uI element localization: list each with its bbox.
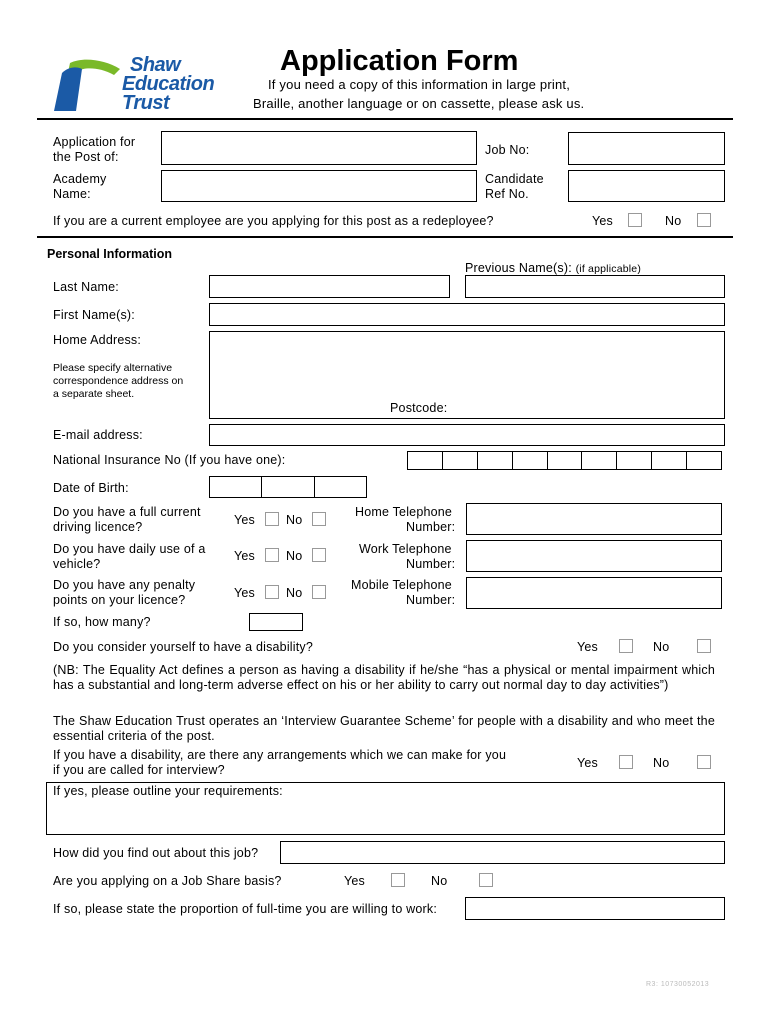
dob-month[interactable] <box>262 477 314 497</box>
post-input[interactable] <box>161 131 477 165</box>
home-tel-input[interactable] <box>466 503 722 535</box>
academy-label-1: Academy <box>53 172 107 186</box>
driving-no-label: No <box>286 513 303 527</box>
ni-label: National Insurance No (If you have one): <box>53 453 286 467</box>
first-names-label: First Name(s): <box>53 308 135 322</box>
dob-input[interactable] <box>209 476 367 498</box>
ni-cell[interactable] <box>548 452 583 469</box>
penalty-no-checkbox[interactable] <box>312 585 326 599</box>
home-tel-label-1: Home Telephone <box>355 505 453 519</box>
how-many-label: If so, how many? <box>53 615 151 629</box>
driving-question-2: driving licence? <box>53 520 143 534</box>
job-share-no-checkbox[interactable] <box>479 873 493 887</box>
header-divider <box>37 118 733 120</box>
vehicle-question-2: vehicle? <box>53 557 101 571</box>
work-tel-label-1: Work Telephone <box>359 542 452 556</box>
redeploy-question: If you are a current employee are you applying for this post as a redeployee? <box>53 214 494 228</box>
dob-day[interactable] <box>210 477 262 497</box>
mobile-tel-input[interactable] <box>466 577 722 609</box>
last-name-label: Last Name: <box>53 280 119 294</box>
ni-cell[interactable] <box>652 452 687 469</box>
mobile-tel-label-1: Mobile Telephone <box>351 578 452 592</box>
vehicle-yes-label: Yes <box>234 549 255 563</box>
found-job-input[interactable] <box>280 841 725 864</box>
logo-mark-icon <box>52 53 122 113</box>
job-share-yes-label: Yes <box>344 874 365 888</box>
interview-guarantee-text: The Shaw Education Trust operates an ‘Interview Guarantee Scheme’ for people with a disability and who meet the essential criteria of the post. <box>53 714 715 743</box>
home-address-label: Home Address: <box>53 333 142 347</box>
how-many-input[interactable] <box>249 613 303 631</box>
penalty-yes-checkbox[interactable] <box>265 585 279 599</box>
arrangements-no-checkbox[interactable] <box>697 755 711 769</box>
redeploy-yes-label: Yes <box>592 214 613 228</box>
disability-question: Do you consider yourself to have a disability? <box>53 640 314 654</box>
ni-cell[interactable] <box>408 452 443 469</box>
logo-text-education: Education <box>122 73 215 95</box>
post-label-1: Application for <box>53 135 136 149</box>
requirements-label: If yes, please outline your requirements: <box>53 784 283 798</box>
home-address-input[interactable] <box>209 331 725 419</box>
ni-cell[interactable] <box>443 452 478 469</box>
jobno-label: Job No: <box>485 143 530 157</box>
vehicle-yes-checkbox[interactable] <box>265 548 279 562</box>
ni-input[interactable] <box>407 451 722 470</box>
previous-names-text: Previous Name(s): <box>465 261 572 275</box>
disability-no-checkbox[interactable] <box>697 639 711 653</box>
alt-address-note-1: Please specify alternative <box>53 362 173 374</box>
penalty-no-label: No <box>286 586 303 600</box>
header-subtitle-2: Braille, another language or on cassette, please ask us. <box>253 96 585 111</box>
arrangements-yes-label: Yes <box>577 756 598 770</box>
section-divider <box>37 236 733 238</box>
proportion-input[interactable] <box>465 897 725 920</box>
post-label-2: the Post of: <box>53 150 119 164</box>
alt-address-note-2: correspondence address on <box>53 375 184 387</box>
academy-input[interactable] <box>161 170 477 202</box>
penalty-yes-label: Yes <box>234 586 255 600</box>
logo <box>52 53 227 115</box>
penalty-question-1: Do you have any penalty <box>53 578 196 592</box>
arrangements-question-2: if you are called for interview? <box>53 763 225 777</box>
previous-names-label <box>465 261 641 276</box>
found-job-label: How did you find out about this job? <box>53 846 259 860</box>
driving-no-checkbox[interactable] <box>312 512 326 526</box>
arrangements-question-1: If you have a disability, are there any arrangements which we can make for you <box>53 748 507 762</box>
ni-cell[interactable] <box>687 452 721 469</box>
driving-yes-checkbox[interactable] <box>265 512 279 526</box>
disability-yes-label: Yes <box>577 640 598 654</box>
candidate-input[interactable] <box>568 170 725 202</box>
previous-names-note: (if applicable) <box>575 263 642 275</box>
dob-year[interactable] <box>315 477 366 497</box>
ni-cell[interactable] <box>617 452 652 469</box>
logo-text-trust: Trust <box>122 92 170 114</box>
previous-names-input[interactable] <box>465 275 725 298</box>
job-share-yes-checkbox[interactable] <box>391 873 405 887</box>
proportion-label: If so, please state the proportion of full-time you are willing to work: <box>53 902 438 916</box>
mobile-tel-label-2: Number: <box>406 593 456 607</box>
page-title: Application Form <box>280 45 519 77</box>
equality-act-note: (NB: The Equality Act defines a person as having a disability if he/she “has a physical or mental impairment which has a substantial and long-term adverse effect on his or her ability to carry out normal day to day activities”) <box>53 663 715 692</box>
job-share-no-label: No <box>431 874 448 888</box>
disability-yes-checkbox[interactable] <box>619 639 633 653</box>
redeploy-no-label: No <box>665 214 682 228</box>
personal-heading: Personal Information <box>47 247 173 261</box>
header-subtitle-1: If you need a copy of this information in large print, <box>268 77 571 92</box>
arrangements-no-label: No <box>653 756 670 770</box>
redeploy-no-checkbox[interactable] <box>697 213 711 227</box>
footer-ref: R3: 10730052013 <box>646 981 710 988</box>
alt-address-note-3: a separate sheet. <box>53 388 135 400</box>
postcode-label: Postcode: <box>390 401 448 415</box>
vehicle-no-label: No <box>286 549 303 563</box>
disability-no-label: No <box>653 640 670 654</box>
last-name-input[interactable] <box>209 275 450 298</box>
candidate-label-1: Candidate <box>485 172 544 186</box>
academy-label-2: Name: <box>53 187 91 201</box>
email-label: E-mail address: <box>53 428 143 442</box>
ni-cell[interactable] <box>582 452 617 469</box>
vehicle-no-checkbox[interactable] <box>312 548 326 562</box>
candidate-label-2: Ref No. <box>485 187 529 201</box>
email-input[interactable] <box>209 424 725 446</box>
ni-cell[interactable] <box>478 452 513 469</box>
penalty-question-2: points on your licence? <box>53 593 186 607</box>
jobno-input[interactable] <box>568 132 725 165</box>
redeploy-yes-checkbox[interactable] <box>628 213 642 227</box>
ni-cell[interactable] <box>513 452 548 469</box>
job-share-label: Are you applying on a Job Share basis? <box>53 874 282 888</box>
vehicle-question-1: Do you have daily use of a <box>53 542 206 556</box>
first-names-input[interactable] <box>209 303 725 326</box>
work-tel-input[interactable] <box>466 540 722 572</box>
driving-yes-label: Yes <box>234 513 255 527</box>
work-tel-label-2: Number: <box>406 557 456 571</box>
driving-question-1: Do you have a full current <box>53 505 201 519</box>
home-tel-label-2: Number: <box>406 520 456 534</box>
arrangements-yes-checkbox[interactable] <box>619 755 633 769</box>
dob-label: Date of Birth: <box>53 481 129 495</box>
logo-text-shaw: Shaw <box>130 54 181 76</box>
